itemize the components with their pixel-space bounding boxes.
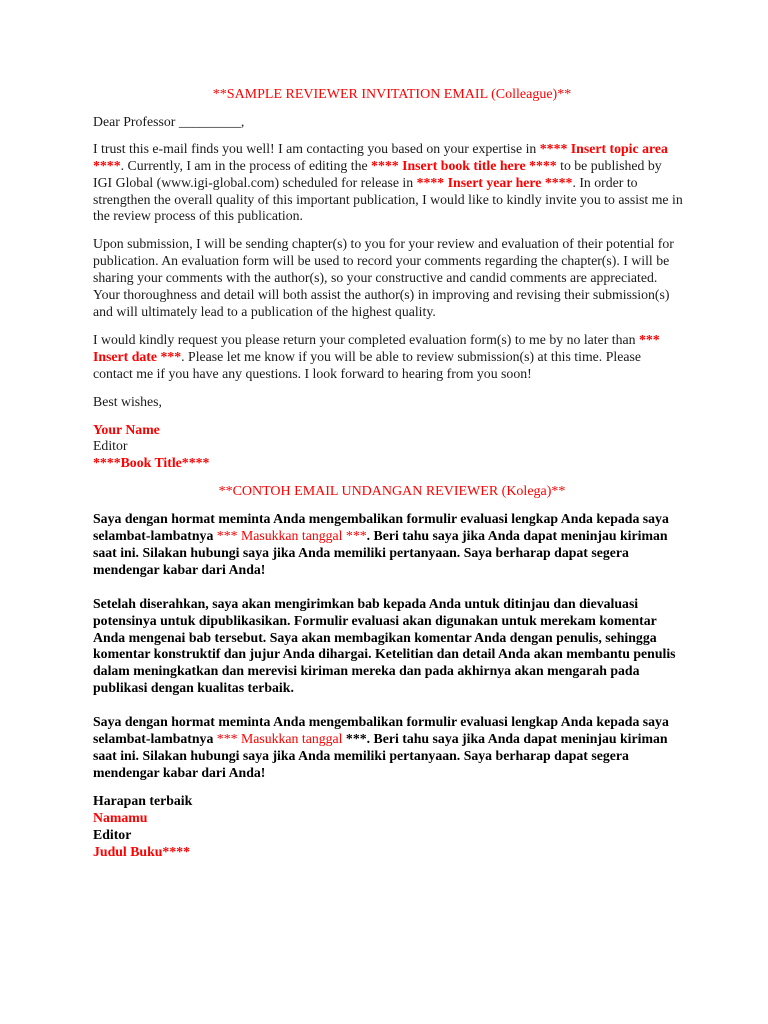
english-signature-name: Your Name bbox=[93, 421, 160, 437]
masukkan-tanggal-placeholder-2: *** Masukkan tanggal bbox=[216, 731, 343, 747]
indonesian-paragraph-3 bbox=[93, 714, 683, 782]
indonesian-signature-book: Judul Buku**** bbox=[93, 843, 191, 859]
en-p3-text-1: I would kindly request you please return your completed evaluation form(s) to me by no later than bbox=[93, 331, 639, 347]
indonesian-paragraph-2: Setelah diserahkan, saya akan mengirimkan bab kepada Anda untuk ditinjau dan dievaluasi potensinya untuk dipublikasikan. Formulir evaluasi akan digunakan untuk merekam komentar Anda mengenai bab tersebut. Saya akan membagikan komentar Anda dengan penulis, sehingga komentar konstruktif dan jujur Anda dihargai. Ketelitian dan detail Anda akan membantu penulis dalam meningkatkan dan merevisi kiriman mereka dan pada akhirnya akan mengarah pada publikasi dengan kualitas terbaik. bbox=[93, 595, 676, 696]
english-paragraph-2: Upon submission, I will be sending chapter(s) to you for your review and evaluation of their potential for publication. An evaluation form will be used to record your comments regarding the chapter(s). I will be sharing your comments with the author(s), so your constructive and candid comments are appreciated. Your thoroughness and detail will both assist the author(s) in improving and revising their submission(s) and will ultimately lead to a publication of the highest quality. bbox=[93, 236, 674, 319]
document-body bbox=[93, 87, 683, 860]
masukkan-tanggal-placeholder: *** Masukkan tanggal *** bbox=[216, 528, 367, 544]
en-p1-text-3: to be published by IGI Global (www.igi-global.com) scheduled for release in bbox=[93, 157, 662, 190]
english-closing: Best wishes, bbox=[93, 393, 162, 409]
indonesian-signature-name: Namamu bbox=[93, 809, 148, 825]
insert-date-placeholder: *** Insert date *** bbox=[93, 331, 660, 364]
en-p1-text-4: . In order to strengthen the overall quality of this important publication, I would like to kindly invite you to assist me in the review process of this publication. bbox=[93, 174, 683, 224]
indonesian-paragraph-1 bbox=[93, 511, 683, 579]
en-p1-text-1: I trust this e-mail finds you well! I am contacting you based on your expertise in bbox=[93, 140, 540, 156]
id-p3-text-1: Saya dengan hormat meminta Anda mengembalikan formulir evaluasi lengkap Anda kepada saya selambat-lambatnya bbox=[93, 714, 669, 747]
en-p1-text-2: . Currently, I am in the process of editing the bbox=[120, 157, 372, 173]
insert-year-placeholder: **** Insert year here **** bbox=[416, 174, 573, 190]
id-p1-text-2: . Beri tahu saya jika Anda dapat meninjau kiriman saat ini. Silakan hubungi saya jika Anda memiliki pertanyaan. Saya berharap dapat segera mendengar kabar dari Anda! bbox=[93, 528, 668, 577]
english-paragraph-1 bbox=[93, 141, 683, 226]
insert-topic-placeholder: **** Insert topic area **** bbox=[93, 140, 668, 173]
indonesian-closing: Harapan terbaik bbox=[93, 792, 193, 808]
english-signature-book: ****Book Title**** bbox=[93, 455, 210, 471]
english-signature-role: Editor bbox=[93, 438, 128, 454]
en-p3-text-2: . Please let me know if you will be able to review submission(s) at this time. Please contact me if you have any questions. I look forward to hearing from you soon! bbox=[93, 348, 641, 381]
english-salutation: Dear Professor _________, bbox=[93, 113, 245, 129]
indonesian-title: **CONTOH EMAIL UNDANGAN REVIEWER (Kolega)** bbox=[218, 484, 566, 500]
id-p3-text-2: ***. Beri tahu saya jika Anda dapat meninjau kiriman saat ini. Silakan hubungi saya jika Anda memiliki pertanyaan. Saya berharap dapat segera mendengar kabar dari Anda! bbox=[93, 731, 668, 780]
insert-book-title-placeholder: **** Insert book title here **** bbox=[371, 157, 557, 173]
id-p1-text-1: Saya dengan hormat meminta Anda mengembalikan formulir evaluasi lengkap Anda kepada saya selambat-lambatnya bbox=[93, 511, 669, 544]
english-paragraph-3 bbox=[93, 332, 683, 383]
english-title: **SAMPLE REVIEWER INVITATION EMAIL (Colleague)** bbox=[212, 87, 572, 102]
indonesian-signature-role: Editor bbox=[93, 826, 132, 842]
